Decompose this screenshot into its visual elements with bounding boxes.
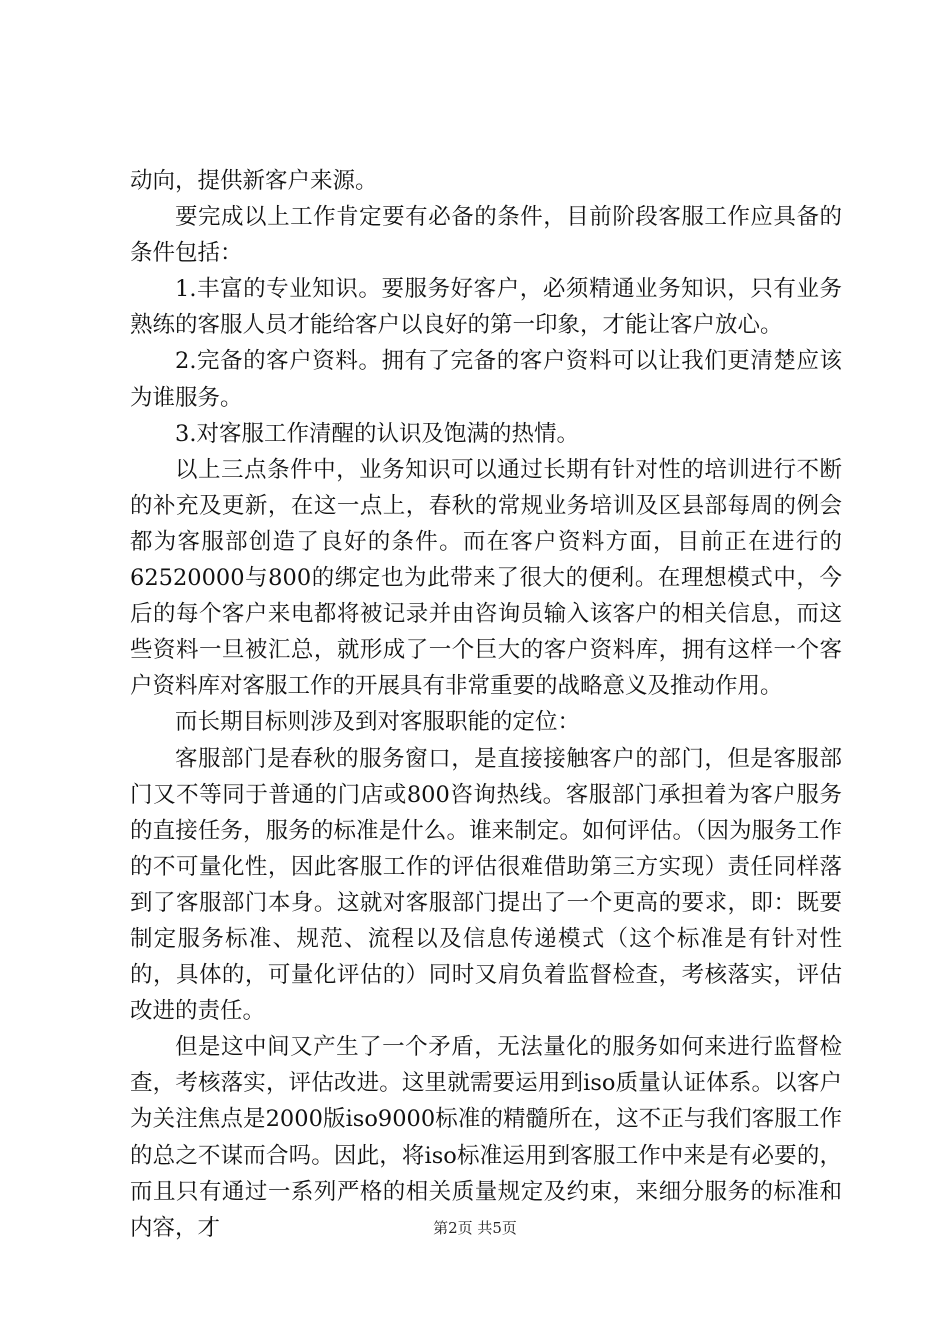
- paragraph-9: 但是这中间又产生了一个矛盾，无法量化的服务如何来进行监督检查，考核落实，评估改进。这里就需要运用到iso质量认证体系。以客户为关注焦点是2000版iso9000标准的精髓所在，这不正与我们客服工作的总之不谋而合吗。因此，将iso标准运用到客服工作中来是有必要的，而且只有通过一系列严格的相关质量规定及约束，来细分服务的标准和内容，才: [130, 1034, 842, 1241]
- paragraph-8: 客服部门是春秋的服务窗口，是直接接触客户的部门，但是客服部门又不等同于普通的门店或800咨询热线。客服部门承担着为客户服务的直接任务，服务的标准是什么。谁来制定。如何评估。（因为服务工作的不可量化性，因此客服工作的评估很难借助第三方实现）责任同样落到了客服部门本身。这就对客服部门提出了一个更高的要求，即：既要制定服务标准、规范、流程以及信息传递模式（这个标准是有针对性的，具体的，可量化评估的）同时又肩负着监督检查，考核落实，评估改进的责任。: [130, 745, 842, 1025]
- paragraph-2: 要完成以上工作肯定要有必备的条件，目前阶段客服工作应具备的条件包括：: [130, 204, 842, 267]
- page-footer: 第2页 共5页: [433, 1219, 517, 1237]
- document-body: [130, 163, 842, 1246]
- paragraph-1: 动向，提供新客户来源。: [130, 168, 378, 194]
- paragraph-6: 以上三点条件中，业务知识可以通过长期有针对性的培训进行不断的补充及更新，在这一点上，春秋的常规业务培训及区县部每周的例会都为客服部创造了良好的条件。而在客户资料方面，目前正在进行的62520000与800的绑定也为此带来了很大的便利。在理想模式中，今后的每个客户来电都将被记录并由咨询员输入该客户的相关信息，而这些资料一旦被汇总，就形成了一个巨大的客户资料库，拥有这样一个客户资料库对客服工作的开展具有非常重要的战略意义及推动作用。: [130, 456, 842, 700]
- paragraph-3: 1.丰富的专业知识。要服务好客户，必须精通业务知识，只有业务熟练的客服人员才能给客户以良好的第一印象，才能让客户放心。: [130, 276, 842, 339]
- paragraph-5: 3.对客服工作清醒的认识及饱满的热情。: [175, 420, 579, 447]
- paragraph-4: 2.完备的客户资料。拥有了完备的客户资料可以让我们更清楚应该为谁服务。: [130, 348, 842, 411]
- paragraph-7: 而长期目标则涉及到对客服职能的定位：: [175, 709, 581, 736]
